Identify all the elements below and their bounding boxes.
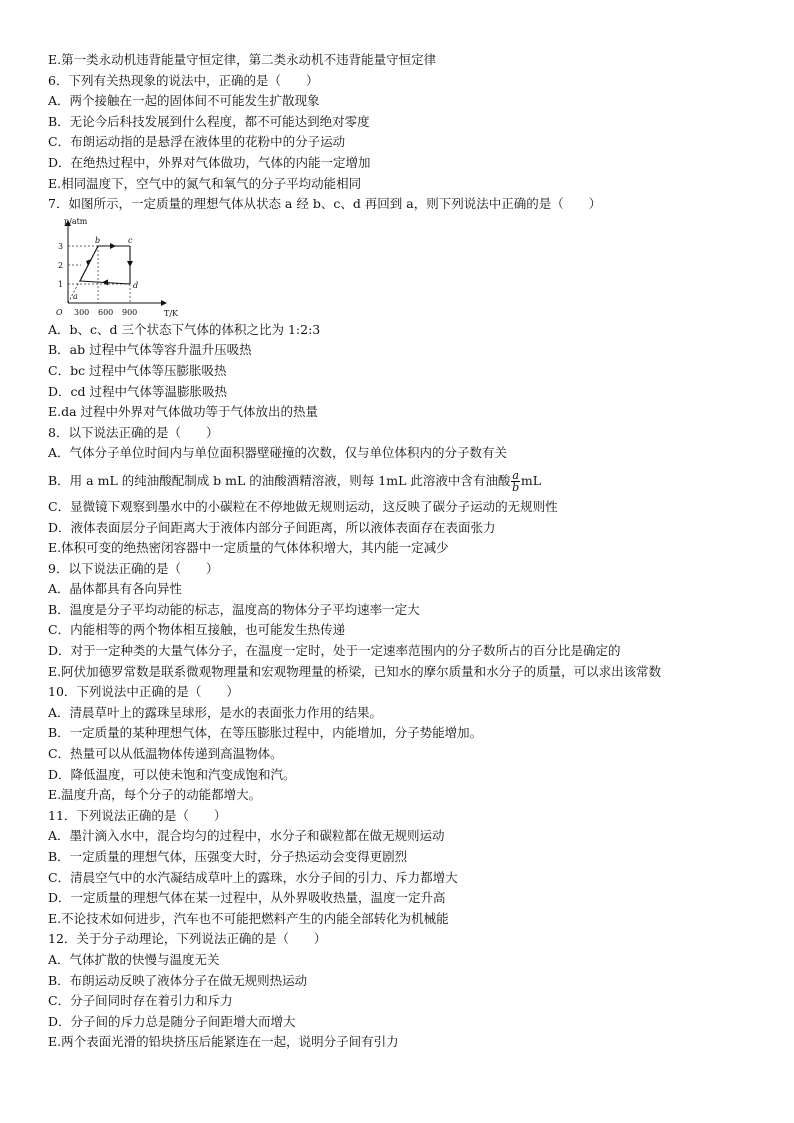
text-line: E.da 过程中外界对气体做功等于气体放出的热量 — [48, 404, 319, 420]
lines-after-figure — [48, 320, 748, 464]
document-page — [48, 50, 748, 1053]
text-line: C．热量可以从低温物体传递到高温物体。 — [48, 746, 283, 762]
option-8b — [48, 464, 748, 497]
remaining-lines — [48, 497, 748, 1053]
p-t-diagram — [48, 215, 748, 320]
text-line: D．液体表面层分子间距离大于液体内部分子间距离，所以液体表面存在表面张力 — [48, 519, 496, 535]
text-line: A．两个接触在一起的固体间不可能发生扩散现象 — [48, 93, 320, 109]
text-line: A．b、c、d 三个状态下气体的体积之比为 1:2:3 — [48, 321, 321, 337]
text-line: C．显微镜下观察到墨水中的小碳粒在不停地做无规则运动，这反映了碳分子运动的无规则性 — [48, 498, 558, 514]
x-tick-900: 900 — [122, 307, 138, 317]
p-t-diagram-svg — [48, 215, 188, 320]
text-line: D．分子间的斥力总是随分子间距增大而增大 — [48, 1013, 296, 1029]
fraction-a-over-b — [511, 470, 520, 493]
point-d-label: d — [133, 280, 139, 290]
x-axis-label: T/K — [164, 308, 179, 318]
question-7: 7．如图所示，一定质量的理想气体从状态 a 经 b、c、d 再回到 a，则下列说法中正确的是（ ） — [48, 196, 602, 212]
point-b-label: b — [95, 235, 101, 245]
fraction-denominator: b — [512, 480, 520, 494]
origin-label: O — [56, 307, 63, 317]
text-line: C．bc 过程中气体等压膨胀吸热 — [48, 362, 227, 378]
text-line: A．墨汁滴入水中，混合均匀的过程中，水分子和碳粒都在做无规则运动 — [48, 828, 445, 844]
text-line: C．分子间同时存在着引力和斥力 — [48, 993, 233, 1009]
lines-before-figure — [48, 50, 748, 215]
fraction-numerator: a — [512, 468, 519, 482]
text-line: B．一定质量的理想气体，压强变大时，分子热运动会变得更剧烈 — [48, 849, 408, 864]
text-line: A．清晨草叶上的露珠呈球形，是水的表面张力作用的结果。 — [48, 704, 383, 720]
text-line: E.阿伏加德罗常数是联系微观物理量和宏观物理量的桥梁，已知水的摩尔质量和水分子的质量，可以求出该常数 — [48, 663, 662, 679]
unit-ml: mL — [520, 472, 542, 488]
question-6: 6．下列有关热现象的说法中，正确的是（ ） — [48, 72, 319, 88]
text-line: A．气体分子单位时间内与单位面积器壁碰撞的次数，仅与单位体积内的分子数有关 — [48, 445, 508, 461]
text-line: B．布朗运动反映了液体分子在做无规则热运动 — [48, 972, 308, 988]
text-line: 10．下列说法中正确的是（ ） — [48, 684, 239, 700]
text-line: E.体积可变的绝热密闭容器中一定质量的气体体积增大，其内能一定减少 — [48, 540, 449, 556]
option-8b-text: B．用 a mL 的纯油酸配制成 b mL 的油酸酒精溶液，则每 1mL 此溶液中含有油酸 — [48, 472, 511, 488]
text-line: A．气体扩散的快慢与温度无关 — [48, 951, 220, 967]
x-tick-300: 300 — [74, 307, 90, 317]
text-line: D．一定质量的理想气体在某一过程中，从外界吸收热量，温度一定升高 — [48, 890, 446, 906]
text-line: B．ab 过程中气体等容升温升压吸热 — [48, 342, 252, 358]
text-line: B．无论今后科技发展到什么程度，都不可能达到绝对零度 — [48, 113, 370, 129]
text-line: 11．下列说法正确的是（ ） — [48, 807, 227, 823]
text-line: D．在绝热过程中，外界对气体做功，气体的内能一定增加 — [48, 154, 371, 170]
x-tick-600: 600 — [98, 307, 114, 317]
text-line: 12．关于分子动理论，下列说法正确的是（ ） — [48, 931, 327, 947]
text-line: 9．以下说法正确的是（ ） — [48, 560, 219, 576]
text-line: E.第一类永动机违背能量守恒定律，第二类永动机不违背能量守恒定律 — [48, 52, 437, 67]
question-8: 8．以下说法正确的是（ ） — [48, 424, 219, 440]
text-line: D．降低温度，可以使未饱和汽变成饱和汽。 — [48, 766, 296, 782]
text-line: D．对于一定种类的大量气体分子，在温度一定时，处于一定速率范围内的分子数所占的百分比是确定的 — [48, 643, 621, 659]
text-line: E.温度升高，每个分子的动能都增大。 — [48, 787, 262, 803]
y-axis-label: p/atm — [64, 216, 88, 226]
text-line: B．一定质量的某种理想气体，在等压膨胀过程中，内能增加，分子势能增加。 — [48, 725, 483, 741]
y-tick-3: 3 — [58, 241, 64, 251]
text-line: A．晶体都具有各向异性 — [48, 581, 183, 597]
text-line: E.不论技术如何进步，汽车也不可能把燃料产生的内能全部转化为机械能 — [48, 910, 449, 926]
text-line: E.两个表面光滑的铅块挤压后能紧连在一起，说明分子间有引力 — [48, 1034, 399, 1050]
text-line: C．布朗运动指的是悬浮在液体里的花粉中的分子运动 — [48, 134, 346, 150]
text-line: B．温度是分子平均动能的标志，温度高的物体分子平均速率一定大 — [48, 601, 420, 617]
y-tick-2: 2 — [58, 260, 64, 270]
y-tick-1: 1 — [58, 279, 64, 289]
point-a-label: a — [73, 291, 78, 301]
text-line: D．cd 过程中气体等温膨胀吸热 — [48, 383, 227, 399]
text-line: C．清晨空气中的水汽凝结成草叶上的露珠，水分子间的引力、斥力都增大 — [48, 869, 458, 885]
text-line: E.相同温度下，空气中的氮气和氧气的分子平均动能相同 — [48, 175, 362, 191]
text-line: C．内能相等的两个物体相互接触，也可能发生热传递 — [48, 622, 346, 638]
point-c-label: c — [128, 235, 133, 245]
